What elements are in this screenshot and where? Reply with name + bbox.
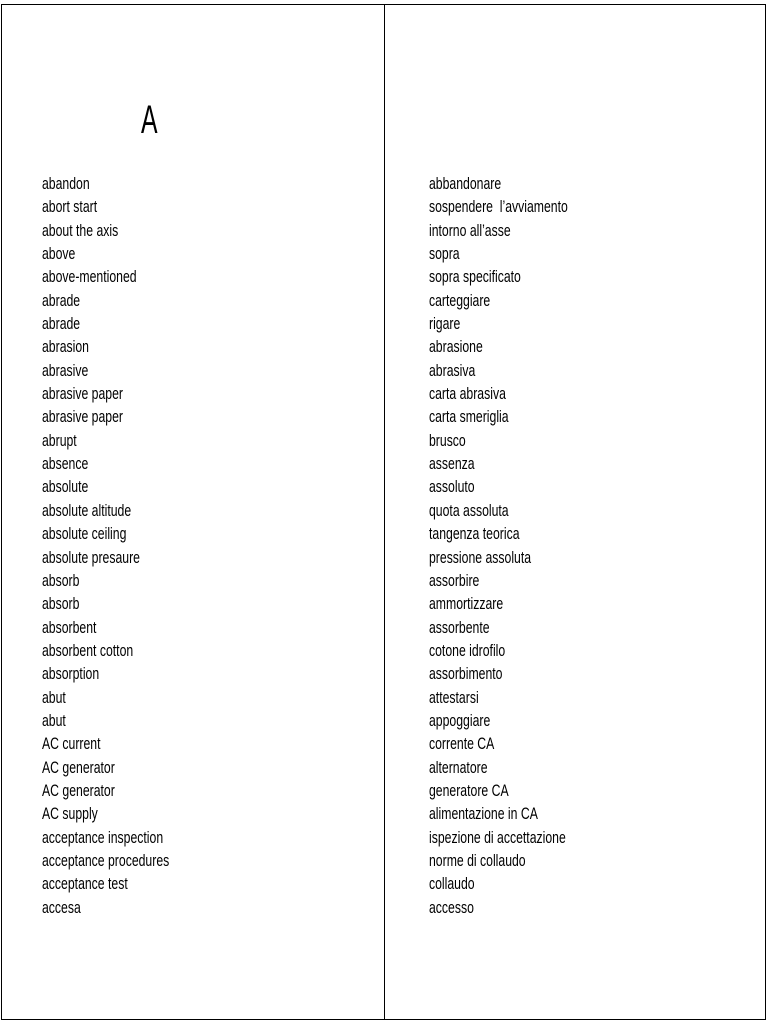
italian-term-list xyxy=(429,172,622,919)
italian-term: sopra xyxy=(429,244,460,264)
italian-term: carta smeriglia xyxy=(429,407,509,427)
italian-term: appoggiare xyxy=(429,710,491,730)
english-term: abrasion xyxy=(42,337,89,357)
italian-term: abbandonare xyxy=(429,174,502,193)
italian-term: quota assoluta xyxy=(429,500,509,520)
italian-term: sospendere l’avviamento xyxy=(429,197,568,217)
english-term: absolute presaure xyxy=(42,547,140,567)
english-term: abrasive paper xyxy=(42,384,123,404)
english-term: above-mentioned xyxy=(42,267,137,287)
english-term: abrasive paper xyxy=(42,407,123,427)
english-term: acceptance test xyxy=(42,874,128,894)
italian-term: attestarsi xyxy=(429,687,479,707)
italian-term: assorbimento xyxy=(429,664,503,684)
italian-term: carteggiare xyxy=(429,290,491,310)
english-term: absolute xyxy=(42,477,89,497)
italian-term: accesso xyxy=(429,897,474,917)
italian-term: pressione assoluta xyxy=(429,547,532,567)
english-term: about the axis xyxy=(42,220,119,240)
italian-term: cotone idrofilo xyxy=(429,640,506,660)
english-term: abort start xyxy=(42,197,98,217)
italian-term: assenza xyxy=(429,454,475,474)
italian-term: ispezione di accettazione xyxy=(429,827,566,847)
english-term: abrade xyxy=(42,314,81,334)
english-term: accesa xyxy=(42,897,81,917)
italian-term: sopra specificato xyxy=(429,267,521,287)
english-term: abrade xyxy=(42,290,81,310)
italian-term: abrasione xyxy=(429,337,483,357)
english-term: abut xyxy=(42,687,66,707)
english-term: abrasive xyxy=(42,360,89,380)
english-term: AC current xyxy=(42,734,101,754)
italian-term: assorbire xyxy=(429,570,480,590)
english-term: abut xyxy=(42,710,66,730)
english-term: absorb xyxy=(42,594,80,614)
english-term: absolute ceiling xyxy=(42,524,127,544)
italian-term: collaudo xyxy=(429,874,475,894)
english-term: absence xyxy=(42,454,89,474)
italian-term: brusco xyxy=(429,430,466,450)
english-term: absorption xyxy=(42,664,100,684)
english-term: AC generator xyxy=(42,757,115,777)
italian-term: rigare xyxy=(429,314,461,334)
english-term: above xyxy=(42,244,76,264)
section-letter: A xyxy=(141,98,158,142)
english-term: absorb xyxy=(42,570,80,590)
english-term: absorbent cotton xyxy=(42,640,134,660)
english-term: abandon xyxy=(42,174,90,193)
english-term: AC generator xyxy=(42,780,115,800)
italian-term: corrente CA xyxy=(429,734,495,754)
italian-term: alimentazione in CA xyxy=(429,804,538,824)
english-term: abrupt xyxy=(42,430,77,450)
english-term-list xyxy=(42,172,219,919)
italian-term: carta abrasiva xyxy=(429,384,506,404)
italian-term: norme di collaudo xyxy=(429,850,526,870)
italian-term: assoluto xyxy=(429,477,475,497)
italian-term: tangenza teorica xyxy=(429,524,520,544)
english-term: acceptance inspection xyxy=(42,827,164,847)
english-term: absolute altitude xyxy=(42,500,132,520)
italian-term: assorbente xyxy=(429,617,490,637)
italian-term: abrasiva xyxy=(429,360,476,380)
italian-term: ammortizzare xyxy=(429,594,504,614)
italian-term: generatore CA xyxy=(429,780,509,800)
english-term: AC supply xyxy=(42,804,98,824)
english-term: acceptance procedures xyxy=(42,850,170,870)
english-term: absorbent xyxy=(42,617,97,637)
column-divider xyxy=(384,4,385,1020)
italian-term: alternatore xyxy=(429,757,488,777)
italian-term: intorno all’asse xyxy=(429,220,511,240)
